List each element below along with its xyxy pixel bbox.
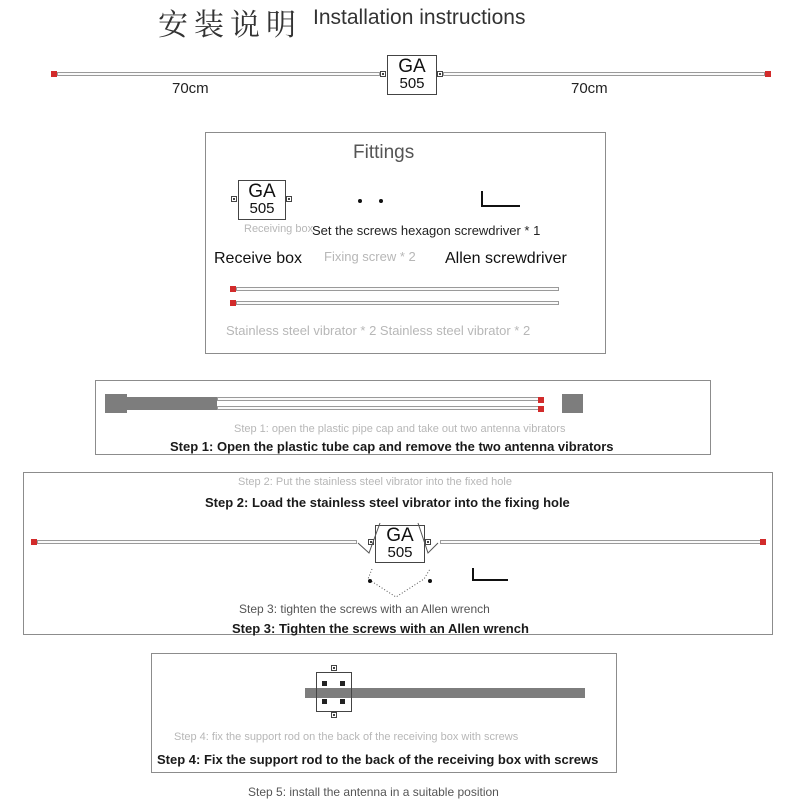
title-english: Installation instructions xyxy=(313,6,526,29)
left-box-ear xyxy=(380,71,386,77)
receive-box-label: Receive box xyxy=(214,250,303,267)
tube-cap-left xyxy=(105,394,127,413)
step3-faint-text: Step 3: tighten the screws with an Allen wrench xyxy=(239,602,490,616)
tube-cap-right xyxy=(562,394,583,413)
fittings-heading: Fittings xyxy=(353,142,415,163)
step2-box-model-ga: GA xyxy=(386,525,414,546)
step2-right-tip xyxy=(760,539,766,545)
step5-text: Step 5: install the antenna in a suitable position xyxy=(248,785,499,799)
step4-screw-3 xyxy=(322,699,327,704)
vibrator-2 xyxy=(236,301,559,305)
step3-bold-text: Step 3: Tighten the screws with an Allen wrench xyxy=(232,621,529,636)
step1-bold-text: Step 1: Open the plastic tube cap and remove the two antenna vibrators xyxy=(170,439,614,454)
step2-3-panel xyxy=(23,472,773,635)
plastic-tube xyxy=(127,397,217,410)
left-rod xyxy=(57,72,380,76)
step3-screw-dot-1 xyxy=(368,579,372,583)
step2-left-rod xyxy=(37,540,357,544)
step4-screw-4 xyxy=(340,699,345,704)
step1-vibrator-2-tip xyxy=(538,406,544,412)
fixing-screw-faint-label: Fixing screw * 2 xyxy=(324,249,416,264)
step1-vibrator-2 xyxy=(217,406,539,410)
fittings-panel xyxy=(205,132,606,354)
right-rod xyxy=(443,72,765,76)
step1-vibrator-1-tip xyxy=(538,397,544,403)
ga505-box xyxy=(387,55,437,95)
fittings-box-left-ear xyxy=(231,196,237,202)
step2-right-rod xyxy=(440,540,762,544)
step2-bold-text: Step 2: Load the stainless steel vibrator into the fixing hole xyxy=(205,495,570,510)
fittings-box-right-ear xyxy=(286,196,292,202)
fittings-box-model-505: 505 xyxy=(249,200,275,217)
box-model-ga: GA xyxy=(398,56,426,77)
step1-panel xyxy=(95,380,711,455)
step4-panel xyxy=(151,653,617,773)
step1-vibrator-1 xyxy=(217,397,539,401)
step4-faint-text: Step 4: fix the support rod on the back of the receiving box with screws xyxy=(174,731,519,743)
step2-faint-text: Step 2: Put the stainless steel vibrator into the fixed hole xyxy=(238,476,512,488)
allen-wrench-icon xyxy=(481,191,520,207)
step2-box-model-505: 505 xyxy=(387,544,413,561)
allen-screwdriver-label: Allen screwdriver xyxy=(445,250,567,267)
title-chinese: 安装说明 xyxy=(158,8,302,43)
step4-screw-1 xyxy=(322,681,327,686)
box-model-505: 505 xyxy=(399,75,425,92)
step3-screw-dot-2 xyxy=(428,579,432,583)
step1-faint-text: Step 1: open the plastic pipe cap and take out two antenna vibrators xyxy=(234,423,566,435)
fittings-ga505-box xyxy=(238,180,286,220)
vibrator-caption: Stainless steel vibrator * 2 Stainless steel vibrator * 2 xyxy=(226,323,531,338)
right-length-label: 70cm xyxy=(571,80,608,97)
fittings-box-model-ga: GA xyxy=(248,181,276,202)
step4-screw-2 xyxy=(340,681,345,686)
step4-top-ear xyxy=(331,665,337,671)
screw-dot-1 xyxy=(358,199,362,203)
screw-dot-2 xyxy=(379,199,383,203)
screws-caption: Set the screws hexagon screwdriver * 1 xyxy=(312,223,541,238)
step4-bottom-ear xyxy=(331,712,337,718)
step3-allen-wrench-icon xyxy=(472,568,508,581)
insertion-arrows xyxy=(344,509,454,599)
right-rod-tip xyxy=(765,71,771,77)
left-length-label: 70cm xyxy=(172,80,209,97)
receiving-box-back xyxy=(316,672,352,712)
receiving-box-faint-label: Receiving box xyxy=(244,223,314,235)
vibrator-1 xyxy=(236,287,559,291)
step4-bold-text: Step 4: Fix the support rod to the back of the receiving box with screws xyxy=(157,752,599,767)
